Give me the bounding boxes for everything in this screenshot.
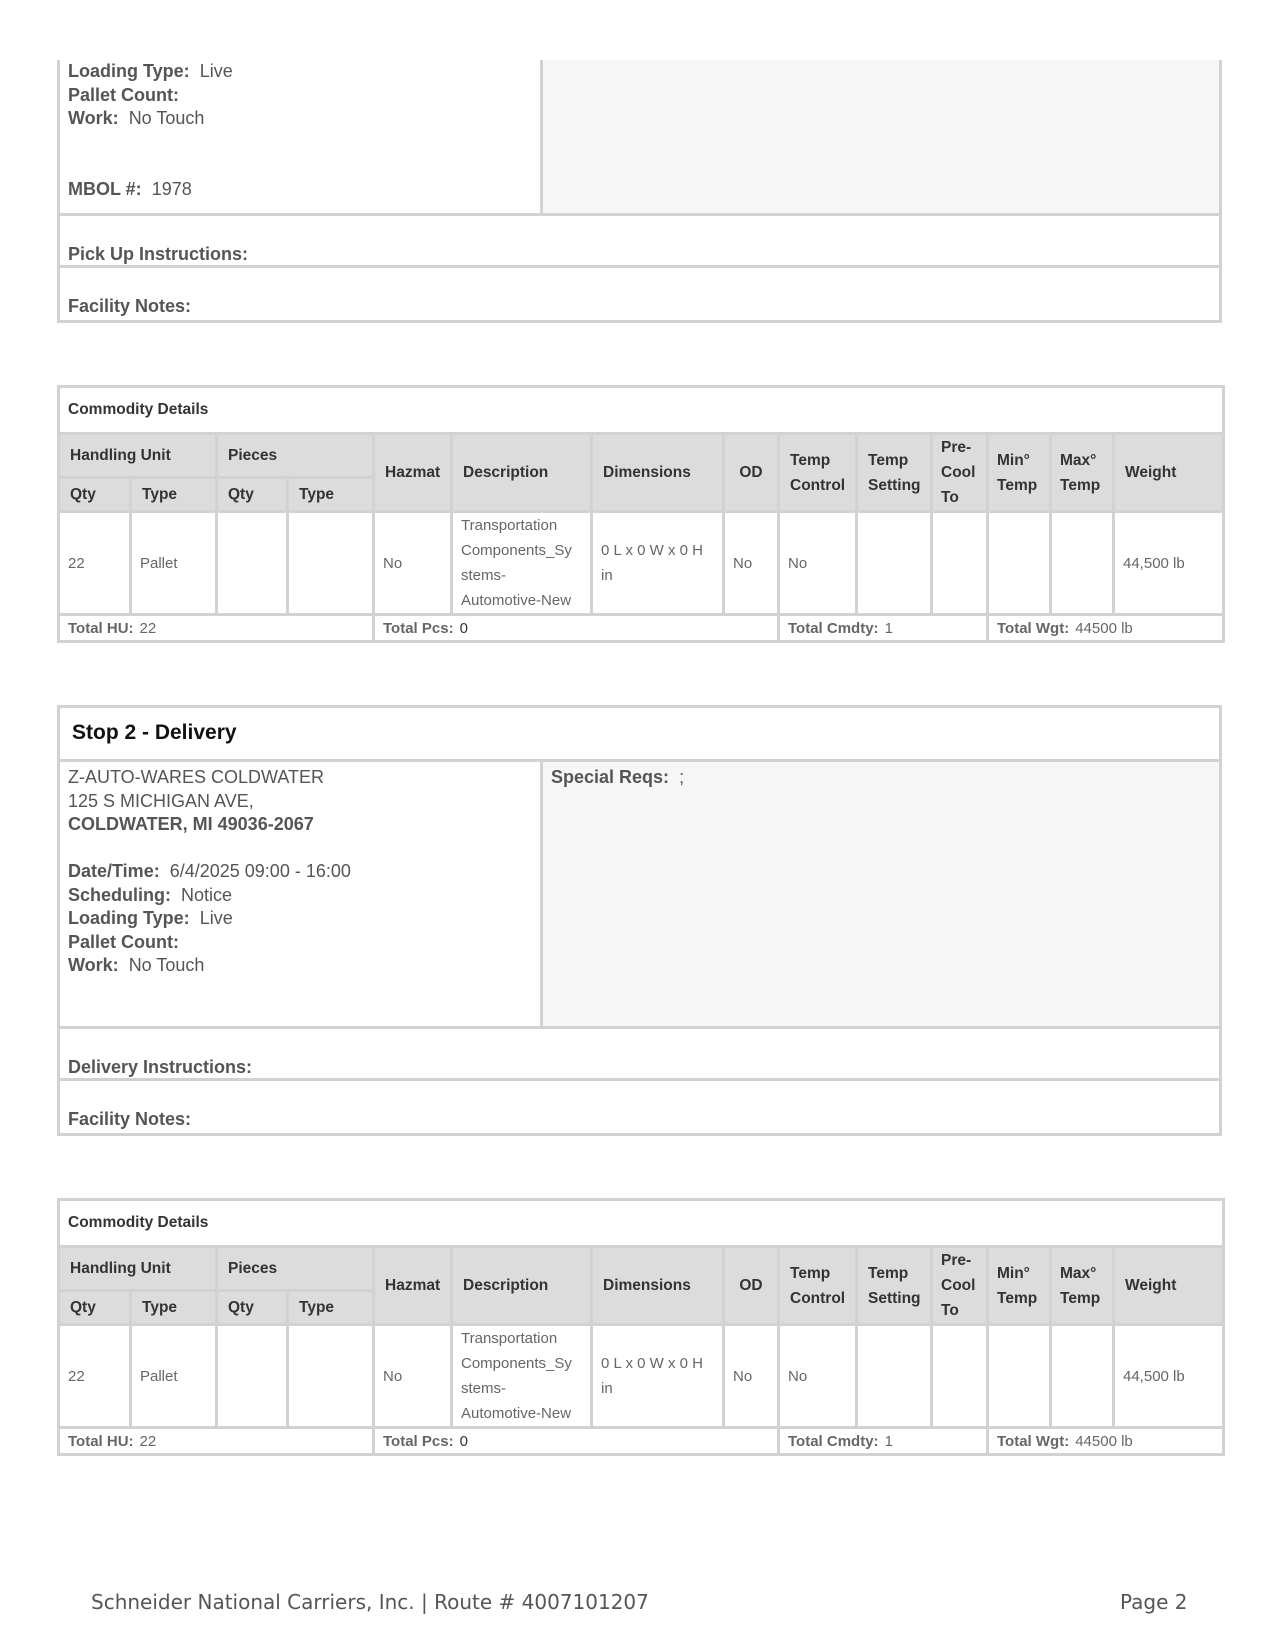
header-pc-type: Type [288,1291,374,1325]
header-temp-setting: Temp Setting [857,434,932,512]
header-od: OD [724,1247,779,1325]
cell-hu-type: Pallet [131,1325,217,1428]
header-pieces: Pieces [217,1247,374,1291]
facility-street: 125 S MICHIGAN AVE, [68,790,254,811]
cell-min-temp [988,512,1051,615]
mbol-line: MBOL #: 1978 [68,178,192,199]
cell-hazmat: No [374,512,452,615]
header-pc-type: Type [288,478,374,512]
cell-hazmat: No [374,1325,452,1428]
pallet-count-line: Pallet Count: [68,931,179,952]
cell-max-temp [1051,1325,1114,1428]
header-min-temp: Min° Temp [988,434,1051,512]
header-weight: Weight [1114,1247,1224,1325]
cell-pc-qty [217,512,288,615]
stop-2-details [60,762,543,1026]
commodity-caption: Commodity Details [59,1200,1224,1247]
total-wgt: Total Wgt: 44500 lb [988,615,1224,642]
header-temp-setting: Temp Setting [857,1247,932,1325]
pallet-count-line: Pallet Count: [68,84,179,105]
header-dimensions: Dimensions [592,434,724,512]
footer-page-number: Page 2 [1120,1590,1188,1614]
stop-1-special-panel [543,60,1219,213]
work-line: Work: No Touch [68,955,205,975]
cell-hu-qty: 22 [59,1325,131,1428]
header-hu-qty: Qty [59,478,131,512]
cell-temp-control: No [779,1325,857,1428]
header-hu-type: Type [131,1291,217,1325]
footer-route: Schneider National Carriers, Inc. | Route # 4007101207 [91,1590,649,1614]
commodity-table [57,385,1225,643]
stop-1-card [57,60,1222,323]
commodity-details-1 [57,385,1222,643]
cell-dimensions: 0 L x 0 W x 0 H in [592,512,724,615]
table-row [59,512,1224,615]
total-pcs: Total Pcs: 0 [374,1428,779,1455]
datetime-line: Date/Time: 6/4/2025 09:00 - 16:00 [68,861,351,881]
total-wgt: Total Wgt: 44500 lb [988,1428,1224,1455]
table-row [59,1325,1224,1428]
header-od: OD [724,434,779,512]
cell-od: No [724,512,779,615]
cell-min-temp [988,1325,1051,1428]
cell-temp-setting [857,512,932,615]
header-hazmat: Hazmat [374,1247,452,1325]
special-reqs-label: Special Reqs: [551,767,670,787]
cell-max-temp [1051,512,1114,615]
header-min-temp: Min° Temp [988,1247,1051,1325]
facility-notes: Facility Notes: [68,1109,192,1129]
cell-pc-type [288,512,374,615]
cell-pc-qty [217,1325,288,1428]
total-pcs: Total Pcs: 0 [374,615,779,642]
header-handling-unit: Handling Unit [59,434,217,478]
pickup-instructions: Pick Up Instructions: [60,216,1219,268]
header-max-temp: Max° Temp [1051,1247,1114,1325]
special-reqs-value: ; [679,767,685,787]
facility-notes: Facility Notes: [68,296,192,316]
total-cmdty: Total Cmdty: 1 [779,1428,988,1455]
work-line: Work: No Touch [68,108,205,128]
cell-od: No [724,1325,779,1428]
total-hu: Total HU: 22 [59,615,374,642]
total-hu: Total HU: 22 [59,1428,374,1455]
stop-2-special-panel [543,762,1219,1026]
header-description: Description [452,434,592,512]
header-pieces: Pieces [217,434,374,478]
header-handling-unit: Handling Unit [59,1247,217,1291]
commodity-table [57,1198,1225,1456]
header-hu-qty: Qty [59,1291,131,1325]
header-hu-type: Type [131,478,217,512]
loading-type-line: Loading Type: Live [68,61,233,81]
cell-dimensions: 0 L x 0 W x 0 H in [592,1325,724,1428]
commodity-details-2 [57,1198,1222,1456]
delivery-instructions: Delivery Instructions: [60,1029,1219,1081]
totals-row [59,615,1224,642]
header-hazmat: Hazmat [374,434,452,512]
header-weight: Weight [1114,434,1224,512]
cell-weight: 44,500 lb [1114,512,1224,615]
header-pc-qty: Qty [217,1291,288,1325]
header-precool: Pre- Cool To [932,1247,988,1325]
header-pc-qty: Qty [217,478,288,512]
cell-weight: 44,500 lb [1114,1325,1224,1428]
facility-city: COLDWATER, MI 49036-2067 [68,814,314,834]
stop-2-title: Stop 2 - Delivery [60,708,1219,762]
commodity-caption: Commodity Details [59,387,1224,434]
cell-description: Transportation Components_Sy stems- Automotive-New [452,512,592,615]
header-description: Description [452,1247,592,1325]
header-max-temp: Max° Temp [1051,434,1114,512]
header-temp-control: Temp Control [779,434,857,512]
cell-precool [932,1325,988,1428]
cell-description: Transportation Components_Sy stems- Automotive-New [452,1325,592,1428]
scheduling-line: Scheduling: Notice [68,884,233,905]
cell-pc-type [288,1325,374,1428]
cell-temp-setting [857,1325,932,1428]
header-precool: Pre- Cool To [932,434,988,512]
total-cmdty: Total Cmdty: 1 [779,615,988,642]
stop-1-details [60,60,543,213]
cell-hu-type: Pallet [131,512,217,615]
loading-type-line: Loading Type: Live [68,908,233,928]
header-temp-control: Temp Control [779,1247,857,1325]
stop-2-card [57,705,1222,1136]
cell-hu-qty: 22 [59,512,131,615]
header-dimensions: Dimensions [592,1247,724,1325]
cell-precool [932,512,988,615]
facility-name: Z-AUTO-WARES COLDWATER [68,767,324,787]
cell-temp-control: No [779,512,857,615]
totals-row [59,1428,1224,1455]
